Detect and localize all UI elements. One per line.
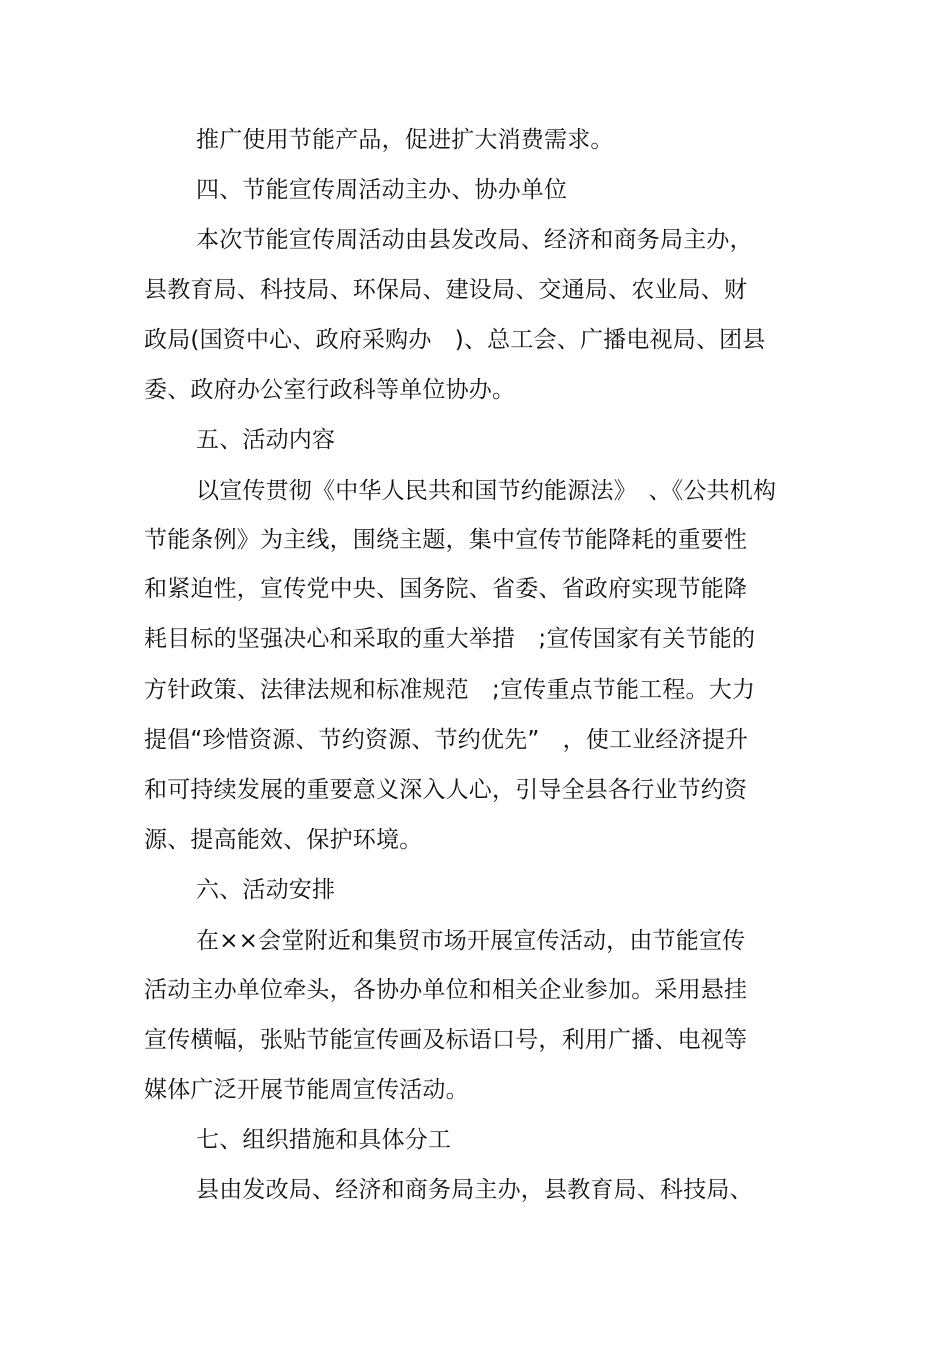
text-line: 政局(国资中心、政府采购办 )、总工会、广播电视局、团县: [144, 327, 766, 353]
section-heading: 六、活动安排: [196, 877, 336, 903]
text-line: 媒体广泛开展节能周宣传活动。: [144, 1077, 469, 1103]
text-line: 活动主办单位牵头，各协办单位和相关企业参加。采用悬挂: [144, 977, 748, 1003]
text-line: 和可持续发展的重要意义深入人心，引导全县各行业节约资: [144, 777, 748, 803]
text-line: 耗目标的坚强决心和采取的重大举措 ;宣传国家有关节能的: [144, 626, 756, 652]
text-line: 和紧迫性，宣传党中央、国务院、省委、省政府实现节能降: [144, 576, 748, 602]
text-line: 本次节能宣传周活动由县发改局、经济和商务局主办，: [196, 227, 753, 253]
text-line: 县教育局、科技局、环保局、建设局、交通局、农业局、财: [144, 277, 748, 303]
text-line: 以宣传贯彻《中华人民共和国节约能源法》 、《公共机构: [196, 478, 777, 504]
text-line: 县由发改局、经济和商务局主办，县教育局、科技局、: [196, 1177, 753, 1203]
section-heading: 七、组织措施和具体分工: [196, 1127, 452, 1153]
text-line: 宣传横幅，张贴节能宣传画及标语口号，利用广播、电视等: [144, 1027, 748, 1053]
text-line: 源、提高能效、保护环境。: [144, 827, 423, 853]
text-line: 方针政策、法律法规和标准规范 ;宣传重点节能工程。大力: [144, 677, 756, 703]
text-line: 节能条例》为主线，围绕主题，集中宣传节能降耗的重要性: [144, 527, 748, 553]
text-line: 委、政府办公室行政科等单位协办。: [144, 377, 516, 403]
text-line: 推广使用节能产品，促进扩大消费需求。: [196, 127, 614, 153]
text-line: 提倡“珍惜资源、节约资源、节约优先” ，使工业经济提升: [144, 727, 749, 753]
text-line: 在××会堂附近和集贸市场开展宣传活动，由节能宣传: [196, 928, 746, 954]
section-heading: 五、活动内容: [196, 427, 336, 453]
section-heading: 四、节能宣传周活动主办、协办单位: [196, 177, 568, 203]
